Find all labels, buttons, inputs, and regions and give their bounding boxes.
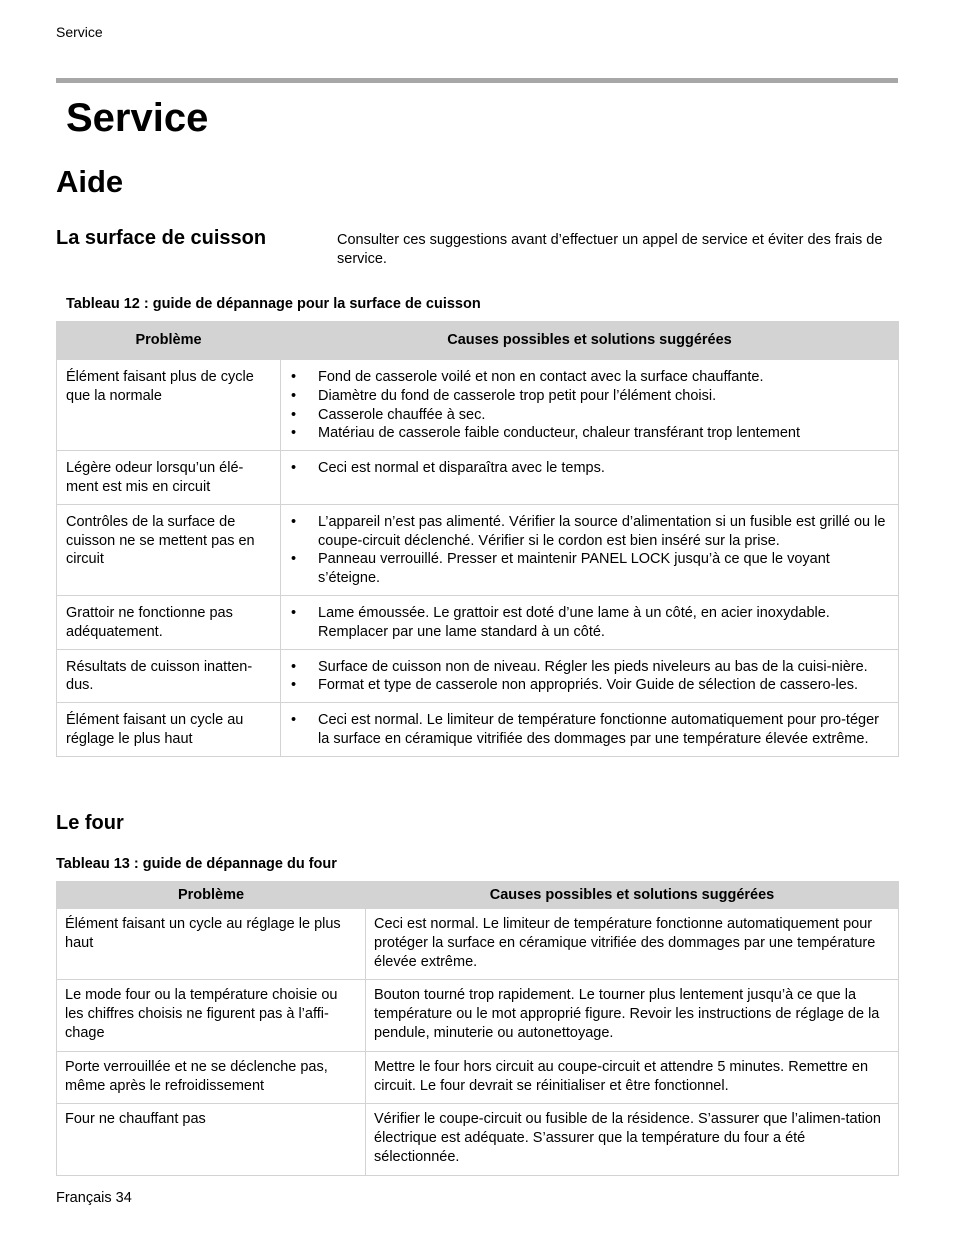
oven-heading: Le four: [56, 812, 124, 834]
table-row: [57, 703, 899, 757]
header-rule: [56, 78, 898, 83]
solution-item: • L’appareil n’est pas alimenté. Vérifier la source d’alimentation si un fusible est grillé ou le coupe-circuit déclenché. Vérifier si le cordon est bien inséré sur la prise.: [289, 513, 888, 551]
solution-item: • Lame émoussée. Le grattoir est doté d’une lame à un côté, en acier inoxydable. Remplacer par une lame standard à un côté.: [289, 604, 888, 642]
problem-cell: Légère odeur lorsqu’un élé-ment est mis en circuit: [57, 451, 281, 505]
solution-item: • Matériau de casserole faible conducteur, chaleur transférant trop lentement: [289, 424, 888, 443]
table-row: [57, 1051, 899, 1104]
column-header-problem: Problème: [57, 322, 281, 360]
table-row: [57, 1104, 899, 1175]
table-header-row: [57, 322, 899, 360]
solution-cell: Bouton tourné trop rapidement. Le tourner plus lentement jusqu’à ce que la température ou le mot approprié figure. Revoir les instructions de réglage de la pendule, minuterie ou autonettoyage.: [366, 980, 899, 1051]
solutions-list: [289, 513, 888, 588]
solution-cell: Vérifier le coupe-circuit ou fusible de la résidence. S’assurer que l’alimen-tation électrique est adéquate. S’assurer que la température du four a été sélectionnée.: [366, 1104, 899, 1175]
solution-item: • Format et type de casserole non appropriés. Voir Guide de sélection de cassero-les.: [289, 676, 888, 695]
column-header-solutions: Causes possibles et solutions suggérées: [281, 322, 899, 360]
solution-item: • Diamètre du fond de casserole trop petit pour l’élément choisi.: [289, 387, 888, 406]
solution-item: • Surface de cuisson non de niveau. Régler les pieds niveleurs au bas de la cuisi-nière.: [289, 658, 888, 677]
solution-item: • Ceci est normal et disparaîtra avec le temps.: [289, 459, 888, 478]
column-header-problem: Problème: [57, 882, 366, 909]
oven-troubleshooting-table: [56, 881, 899, 1176]
solution-item: • Casserole chauffée à sec.: [289, 406, 888, 425]
solution-item: • Panneau verrouillé. Presser et maintenir PANEL LOCK jusqu’à ce que le voyant s’éteigne.: [289, 550, 888, 588]
solutions-list: [289, 658, 888, 696]
table-header-row: [57, 882, 899, 909]
running-header: Service: [56, 24, 103, 40]
solutions-list: [289, 604, 888, 642]
problem-cell: Le mode four ou la température choisie ou les chiffres choisis ne figurent pas à l’affi-chage: [57, 980, 366, 1051]
table-12-caption: Tableau 12 : guide de dépannage pour la surface de cuisson: [66, 296, 481, 312]
solutions-cell: [281, 595, 899, 649]
table-row: [57, 595, 899, 649]
solutions-cell: [281, 360, 899, 451]
solution-item: • Fond de casserole voilé et non en contact avec la surface chauffante.: [289, 368, 888, 387]
column-header-solutions: Causes possibles et solutions suggérées: [366, 882, 899, 909]
section-heading: Aide: [56, 164, 124, 199]
solutions-list: [289, 711, 888, 749]
solution-cell: Ceci est normal. Le limiteur de température fonctionne automatiquement pour protéger la surface en céramique vitrifiée des dommages par une température élevée extrême.: [366, 909, 899, 980]
problem-cell: Grattoir ne fonctionne pas adéquatement.: [57, 595, 281, 649]
problem-cell: Élément faisant un cycle au réglage le plus haut: [57, 909, 366, 980]
table-row: [57, 504, 899, 595]
problem-cell: Élément faisant plus de cycle que la normale: [57, 360, 281, 451]
table-13-caption: Tableau 13 : guide de dépannage du four: [56, 856, 337, 872]
table-row: [57, 980, 899, 1051]
table-row: [57, 909, 899, 980]
cooktop-heading: La surface de cuisson: [56, 227, 267, 249]
cooktop-troubleshooting-table: [56, 321, 899, 757]
problem-cell: Résultats de cuisson inatten-dus.: [57, 649, 281, 703]
solutions-cell: [281, 703, 899, 757]
table-row: [57, 649, 899, 703]
solutions-list: [289, 459, 888, 478]
problem-cell: Four ne chauffant pas: [57, 1104, 366, 1175]
problem-cell: Élément faisant un cycle au réglage le plus haut: [57, 703, 281, 757]
solution-item: • Ceci est normal. Le limiteur de température fonctionne automatiquement pour pro-téger la surface en céramique vitrifiée des dommages par une température élevée extrême.: [289, 711, 888, 749]
cooktop-intro: Consulter ces suggestions avant d’effectuer un appel de service et éviter des frais de service.: [337, 232, 883, 267]
solutions-cell: [281, 451, 899, 505]
solutions-cell: [281, 649, 899, 703]
solutions-cell: [281, 504, 899, 595]
table-row: [57, 451, 899, 505]
page-footer: Français 34: [56, 1190, 132, 1206]
solution-cell: Mettre le four hors circuit au coupe-circuit et attendre 5 minutes. Remettre en circuit. Le four devrait se réinitialiser et être fonctionnel.: [366, 1051, 899, 1104]
table-row: [57, 360, 899, 451]
problem-cell: Contrôles de la surface de cuisson ne se mettent pas en circuit: [57, 504, 281, 595]
page-title: Service: [66, 96, 209, 140]
problem-cell: Porte verrouillée et ne se déclenche pas, même après le refroidissement: [57, 1051, 366, 1104]
solutions-list: [289, 368, 888, 443]
